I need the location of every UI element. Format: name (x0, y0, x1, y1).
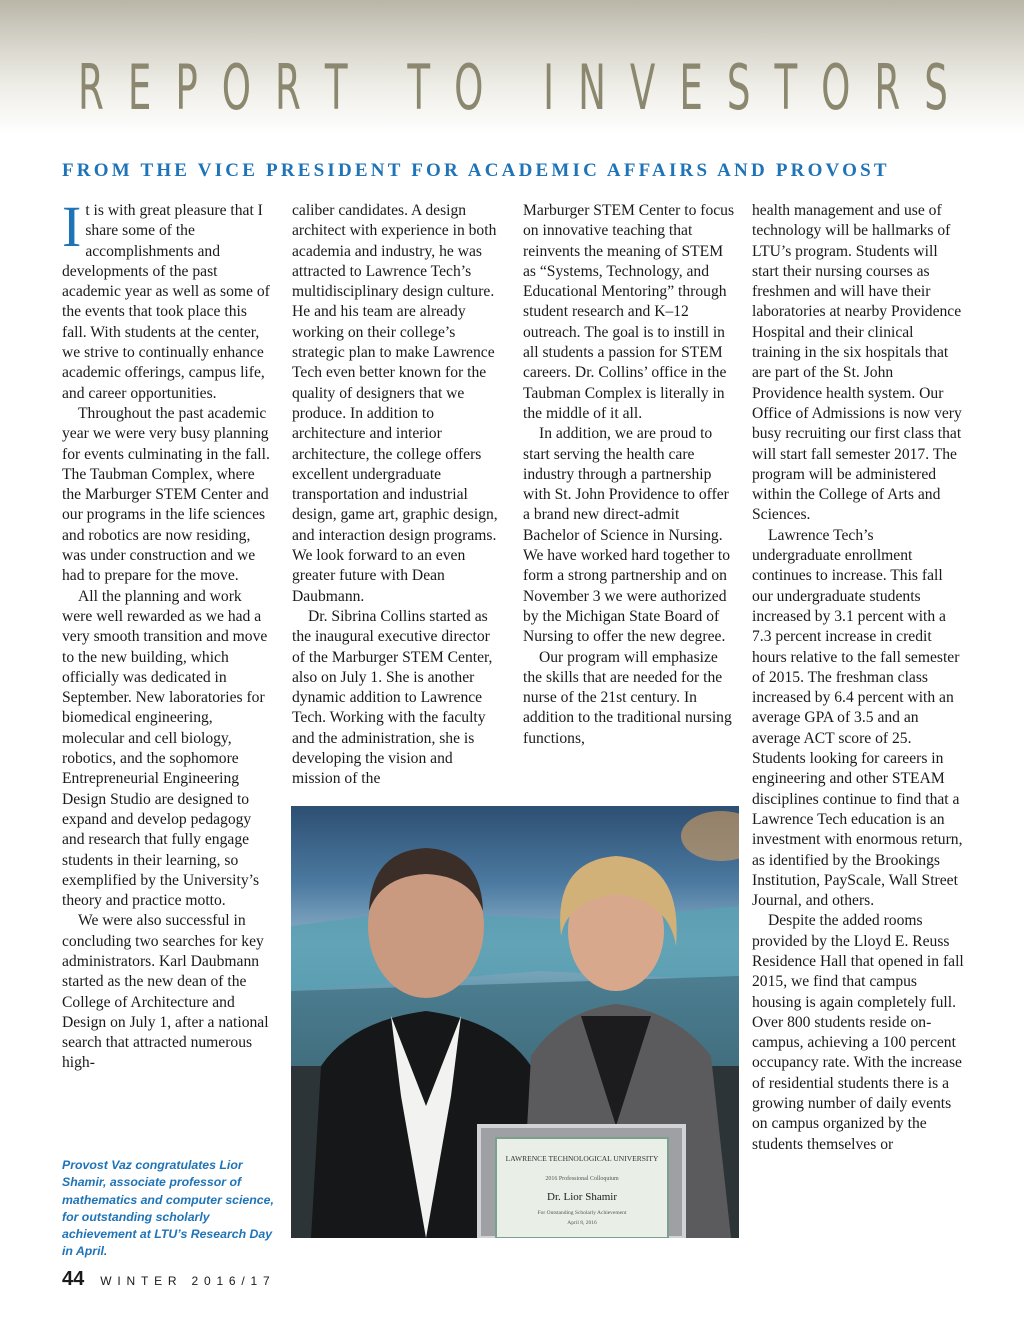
masthead-letter: N (578, 50, 606, 124)
masthead-letter: I (543, 50, 555, 124)
certificate-date: April 8, 2016 (567, 1220, 597, 1226)
article-column-3 (523, 201, 735, 749)
masthead-letter: E (127, 50, 152, 124)
article-column-2 (292, 201, 504, 790)
masthead-letter: O (821, 50, 851, 124)
paragraph: Dr. Sibrina Collins started as the inaugural executive director of the Marburger STEM Center, also on July 1. She is another dynamic addition to Lawrence Tech. Working with the faculty and the administration, she is developing the vision and mission of the (292, 607, 493, 788)
article-column-4 (752, 201, 964, 1155)
paragraph: health management and use of technology will be hallmarks of LTU’s program. Students will start their nursing courses as freshmen and will have their laboratories at nearby Providence Hospital and their clinical training in the six hospitals that are part of the St. John Providence health system. Our Office of Admissions is now very busy recruiting our first class that will start fall semester 2017. The program will be administered within the College of Arts and Sciences. (752, 202, 962, 524)
masthead-letter: E (679, 50, 703, 124)
paragraph: We were also successful in concluding two searches for key administrators. Karl Daubmann started as the new dean of the College of Architecture and Design on July 1, after a national search that attracted numerous high- (62, 912, 269, 1072)
page-footer (62, 1268, 276, 1291)
paragraph: Lawrence Tech’s undergraduate enrollment continues to increase. This fall our undergraduate students increased by 3.1 percent with a 7.3 percent increase in credit hours relative to the fall semester of 2015. The freshman class increased by 6.4 percent with an average GPA of 3.5 and an average ACT score of 25. Students looking for careers in engineering and other STEAM disciplines continue to find that a Lawrence Tech education is an investment with enormous return, as identified by the Brookings Institution, PayScale, Wall Street Journal, and others. (752, 526, 963, 910)
certificate-name: Dr. Lior Shamir (547, 1191, 617, 1203)
paragraph: In addition, we are proud to start serving the health care industry through a partnership with St. John Providence to offer a brand new direct-admit Bachelor of Science in Nursing. We have worked hard together to form a strong partnership and on November 3 we were authorized by the Michigan State Board of Nursing to offer the new degree. (523, 425, 731, 646)
paragraph: Marburger STEM Center to focus on innovative teaching that reinvents the meaning of STEM as “Systems, Technology, and Educational Mentoring” through student research and K–12 outreach. The goal is to instill in all students a passion for STEM careers. Dr. Collins’ office in the Taubman Complex is literally in the middle of it all. (523, 202, 735, 422)
masthead-letter: T (407, 50, 431, 124)
masthead-letter: R (275, 50, 301, 124)
paragraph: Throughout the past academic year we were very busy planning for events culminating in the fall. The Taubman Complex, where the Marburger STEM Center and our programs in the life sciences and robotics are now residing, was under construction and we had to prepare for the move. (62, 404, 270, 585)
article-column-1 (62, 194, 274, 1074)
masthead-letter: T (774, 50, 798, 124)
photo-caption: Provost Vaz congratulates Lior Shamir, associate professor of mathematics and computer science, for outstanding scholarly achievement at LTU’s Research Day in April. (62, 1158, 274, 1259)
certificate-university: LAWRENCE TECHNOLOGICAL UNIVERSITY (505, 1154, 659, 1163)
masthead-letter: P (175, 50, 198, 124)
masthead-letter (507, 51, 519, 124)
certificate-line: 2016 Professional Colloquium (545, 1176, 619, 1182)
paragraph: All the planning and work were well rewarded as we had a very smooth transition and move to the new building, which officially was dedicated in September. New laboratories for biomedical engineering, molecular and cell biology, robotics, and the sophomore Entrepreneurial Engineering Design Studio are designed to expand and develop pedagogy and research that fully engage students in their learning, so exemplified by the University’s theory and practice motto. (62, 587, 268, 910)
masthead-letter (372, 51, 384, 124)
masthead-letter: V (629, 50, 656, 124)
paragraph-text: t is with great pleasure that I share some of the accomplishments and developments of the past academic year as well as some of the events that took place this fall. With students at the center, we strive to continually enhance academic offerings, campus life, and career opportunities. (62, 202, 270, 402)
masthead-letter: R (78, 50, 104, 124)
page-number: 44 (62, 1268, 85, 1290)
section-heading: FROM THE VICE PRESIDENT FOR ACADEMIC AFFAIRS AND PROVOST (62, 160, 890, 181)
photo-illustration (291, 806, 739, 1238)
masthead-letter: O (454, 50, 484, 124)
masthead-letter: R (874, 50, 901, 124)
paragraph: Despite the added rooms provided by the Lloyd E. Reuss Residence Hall that opened in fall 2015, we find that campus housing is again completely full. Over 800 students reside on-campus, achieving a 100 percent occupancy rate. With the increase of residential students there is a growing number of daily events on campus organized by the students themselves or (752, 912, 964, 1153)
masthead-title (78, 52, 948, 122)
drop-cap: I (62, 194, 82, 259)
certificate-line: For Outstanding Scholarly Achievement (537, 1210, 627, 1216)
paragraph (62, 194, 274, 404)
masthead-letter: T (324, 50, 348, 124)
paragraph: Our program will emphasize the skills that are needed for the nurse of the 21st century. In addition to the traditional nursing functions, (523, 648, 732, 747)
event-photo (291, 806, 739, 1238)
masthead-banner (0, 0, 1024, 135)
masthead-letter: S (924, 50, 948, 124)
issue-label: WINTER 2016/17 (100, 1274, 276, 1288)
masthead-letter: O (221, 50, 252, 124)
masthead-letter: S (726, 50, 751, 124)
paragraph: caliber candidates. A design architect with experience in both academia and industry, he was attracted to Lawrence Tech’s multidisciplinary design culture. He and his team are already working on their college’s strategic plan to make Lawrence Tech even better known for the quality of designers that we produce. In addition to architecture and interior architecture, the college offers excellent undergraduate transportation and industrial design, game art, graphic design, and interaction design programs. We look forward to an even greater future with Dean Daubmann. (292, 202, 498, 605)
